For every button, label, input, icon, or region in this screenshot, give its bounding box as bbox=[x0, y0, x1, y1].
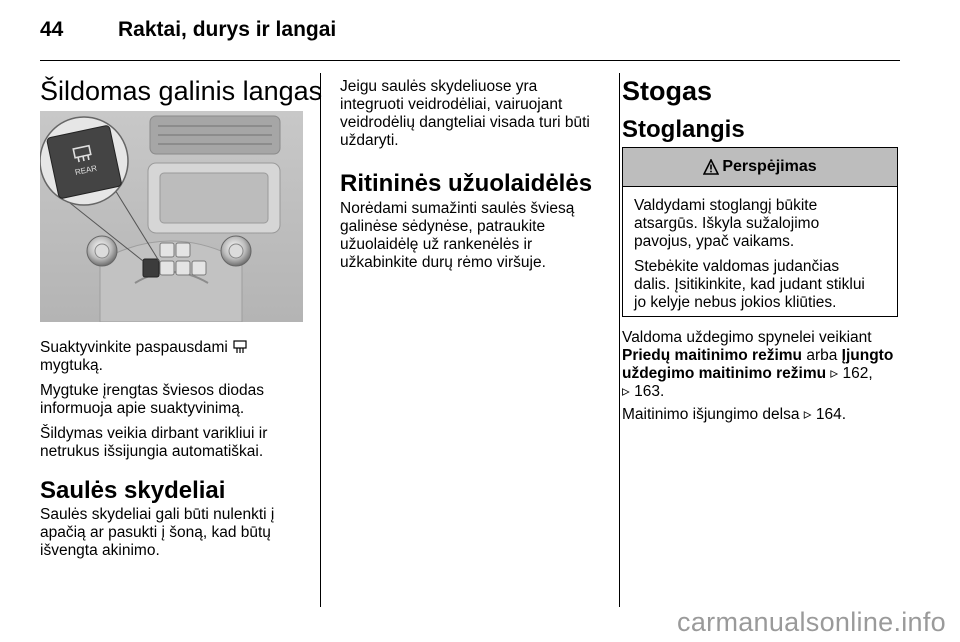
column-divider-1 bbox=[320, 73, 321, 607]
warning-text-2: Stebėkite valdomas judančias dalis. Įsitikinkite, kad judant stiklui jo kelyje nebus jokios kliūties. bbox=[634, 258, 865, 311]
paragraph-sun-visors: Saulės skydeliai gali būti nulenkti į apačią ar pasukti į šoną, kad būtų išvengta akinimo. bbox=[40, 506, 275, 559]
paragraph-mirrors: Jeigu saulės skydeliuose yra integruoti veidrodėliai, vairuojant veidrodėlių dangteliai visada turi būti uždaryti. bbox=[340, 78, 590, 149]
rear-defrost-icon bbox=[232, 340, 248, 354]
header-rule bbox=[40, 60, 900, 61]
col1-text bbox=[40, 339, 310, 461]
warning-body bbox=[623, 187, 897, 312]
warning-text-1: Valdydami stoglangį būkite atsargūs. Iškyla sužalojimo pavojus, ypač vaikams. bbox=[634, 197, 820, 250]
warning-header bbox=[623, 148, 897, 187]
warning-box bbox=[622, 147, 898, 317]
page-reference-icon: ▹ bbox=[622, 383, 630, 400]
warning-triangle-icon bbox=[703, 159, 719, 175]
chapter-title: Raktai, durys ir langai bbox=[118, 18, 337, 41]
page-reference-icon: ▹ bbox=[830, 365, 839, 382]
column-divider-2 bbox=[619, 73, 620, 607]
heading-roller-blinds: Ritininės užuolaidėlės bbox=[340, 170, 593, 197]
page-reference-link[interactable]: 163. bbox=[629, 383, 665, 400]
paragraph-power-delay: Maitinimo išjungimo delsa ▹ 164. bbox=[622, 406, 847, 423]
paragraph-activate: Suaktyvinkite paspausdami mygtuką. bbox=[40, 339, 310, 375]
heading-heated-rear-window: Šildomas galinis langas bbox=[40, 76, 323, 106]
paragraph-heating: Šildymas veikia dirbant varikliui ir netrukus išsijungia automatiškai. bbox=[40, 425, 268, 460]
watermark: carmanualsonline.info bbox=[677, 607, 946, 637]
heading-roof: Stogas bbox=[622, 76, 713, 106]
page-reference-link[interactable]: 162, bbox=[838, 365, 873, 382]
paragraph-roller-blinds: Norėdami sumažinti saulės šviesą galinėse sėdynėse, patraukite užuolaidėlę už rankenėlės ir užkabinkite durų rėmo viršuje. bbox=[340, 200, 575, 271]
warning-title: Perspėjimas bbox=[722, 158, 817, 175]
rear-button-label: REAR bbox=[74, 163, 98, 178]
page-reference-icon: ▹ bbox=[803, 406, 812, 423]
paragraph-led: Mygtuke įrengtas šviesos diodas informuoja apie suaktyvinimą. bbox=[40, 382, 265, 417]
heading-sun-visors: Saulės skydeliai bbox=[40, 477, 226, 504]
heading-sunroof: Stoglangis bbox=[622, 116, 745, 143]
paragraph-operation: Valdoma uždegimo spynelei veikiant Priedų maitinimo režimu arba Įjungto uždegimo maitinimo režimu ▹ 162, ▹ 163. bbox=[622, 329, 894, 400]
dashboard-illustration-svg bbox=[40, 111, 303, 322]
page-reference-link[interactable]: 164. bbox=[811, 406, 847, 423]
dashboard-illustration bbox=[40, 111, 303, 322]
page-number: 44 bbox=[40, 18, 64, 41]
